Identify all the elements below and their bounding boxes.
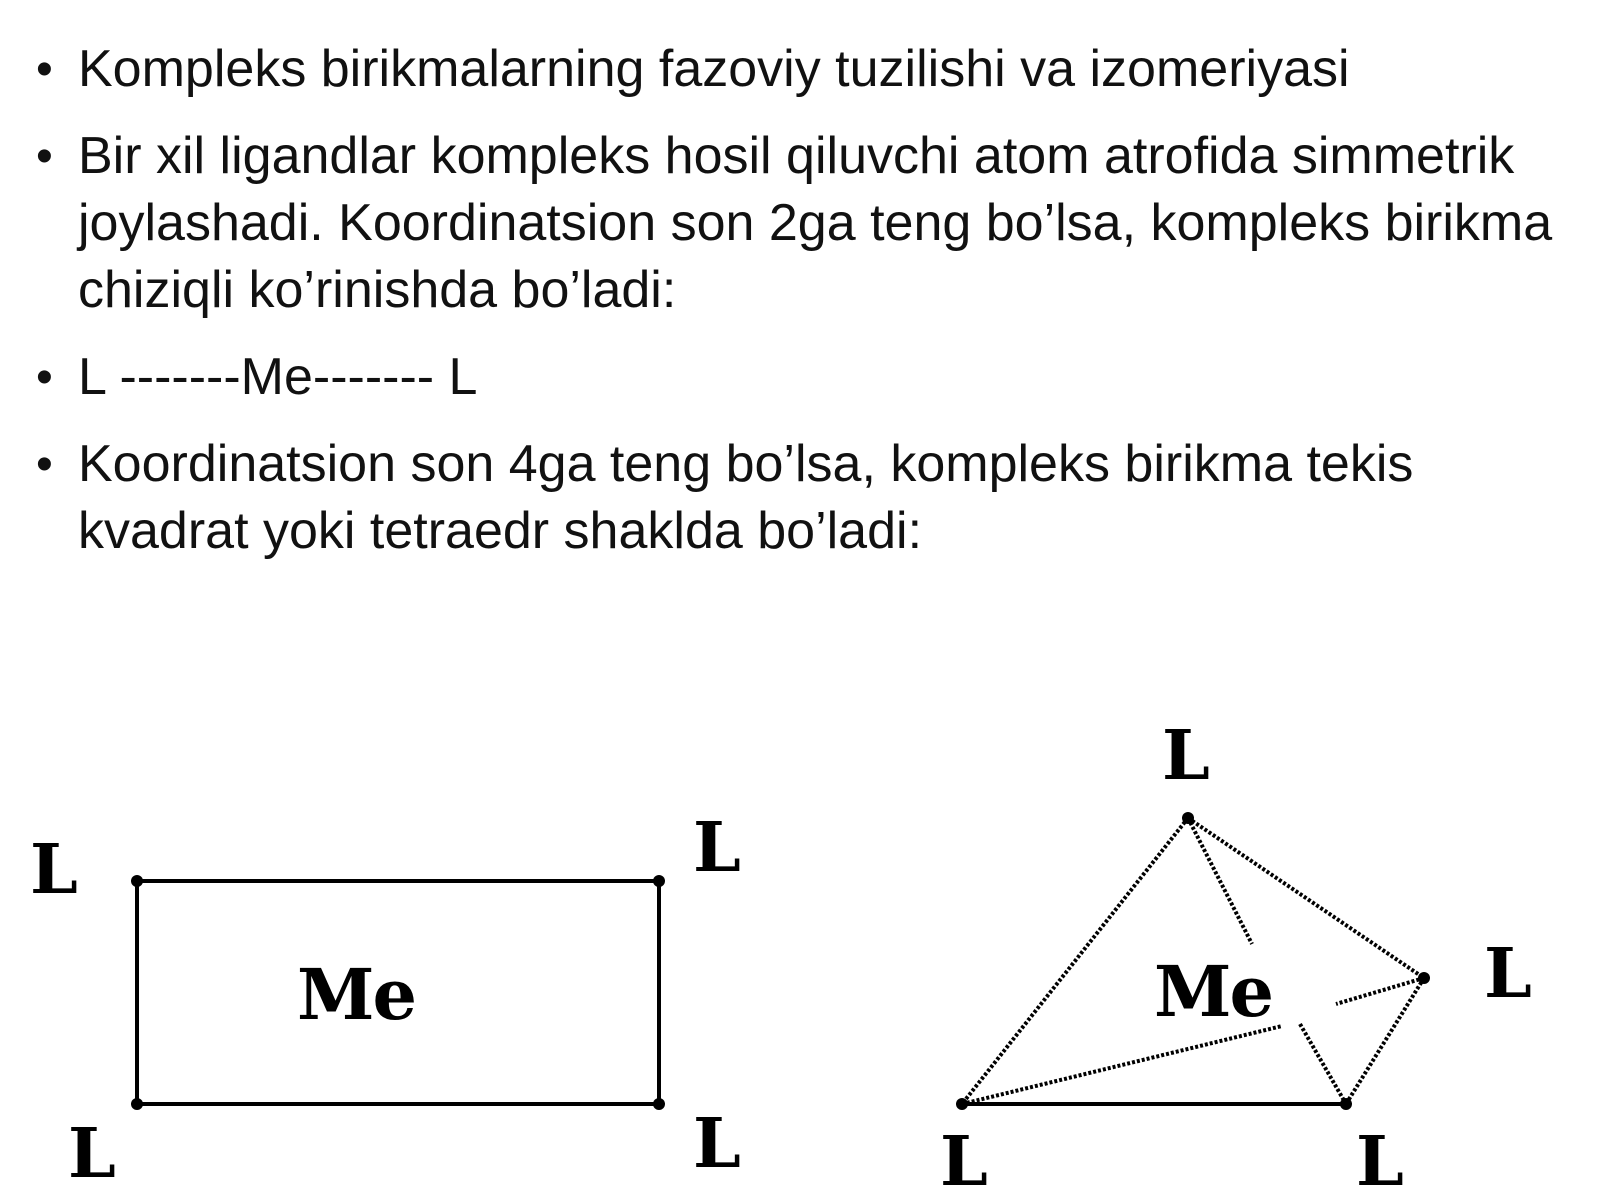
bullet-dot: • (36, 351, 53, 404)
bullet-text: L -------Me------- L (78, 348, 478, 406)
edge-left-center (962, 1026, 1282, 1104)
tetra-ligand-bottom-left: L (940, 1122, 988, 1202)
square-ligand-bottom-left: L (68, 1114, 116, 1194)
tetra-ligand-right: L (1484, 934, 1532, 1014)
square-center-label: Me (297, 953, 416, 1036)
edge-right-bottom (1346, 978, 1424, 1104)
vertex-dot (1182, 812, 1194, 824)
square-ligand-top-right: L (693, 808, 741, 888)
bullet-dot: • (36, 43, 53, 96)
tetra-ligand-top: L (1162, 716, 1210, 796)
tetra-center-label: Me (1154, 950, 1273, 1033)
edge-top-center (1188, 818, 1252, 944)
tetra-ligand-bottom-right: L (1356, 1122, 1404, 1202)
edge-center-bottom (1300, 1024, 1346, 1104)
bullet-text: Bir xil ligandlar kompleks hosil qiluvchi atom atrofida simmetrik joylashadi. Koordinatsion son 2ga teng bo’lsa, kompleks birikma chiziqli ko’rinishda bo’ladi: (78, 127, 1553, 319)
bullet-dot: • (36, 130, 53, 183)
square-ligand-bottom-right: L (693, 1104, 741, 1184)
vertex-dot (956, 1098, 968, 1110)
square-ligand-top-left: L (30, 830, 78, 910)
bullet-dot: • (36, 438, 53, 491)
vertex-dot (1340, 1098, 1352, 1110)
bullet-text: Kompleks birikmalarning fazoviy tuzilishi va izomeriyasi (78, 40, 1350, 98)
bullet-text: Koordinatsion son 4ga teng bo’lsa, kompleks birikma tekis kvadrat yoki tetraedr shaklda bo’ladi: (78, 435, 1414, 560)
vertex-dot (1418, 972, 1430, 984)
